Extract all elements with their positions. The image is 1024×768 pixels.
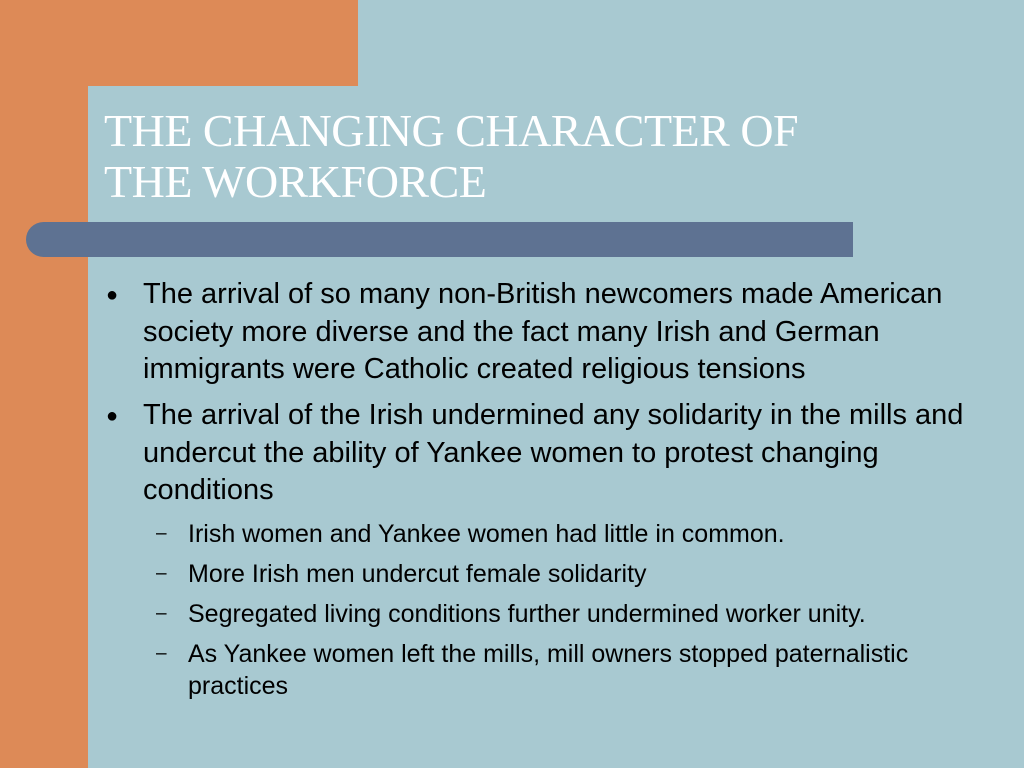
bullet-text: The arrival of so many non-British newcomers made American society more diverse and the fact many Irish and German immigrants were Catholic created religious tensions bbox=[143, 278, 943, 386]
bullet-item bbox=[106, 276, 986, 389]
slide-body bbox=[106, 276, 986, 710]
bullet-item bbox=[106, 397, 986, 510]
slide-title-line-2: THE WORKFORCE bbox=[104, 155, 487, 207]
sub-bullet-text: Irish women and Yankee women had little in common. bbox=[188, 520, 785, 549]
dash-icon: – bbox=[156, 643, 167, 665]
title-divider-bar bbox=[26, 222, 853, 257]
slide-title bbox=[104, 106, 984, 207]
sub-bullet-item bbox=[106, 638, 986, 702]
bullet-text: The arrival of the Irish undermined any solidarity in the mills and undercut the ability of Yankee women to protest changing conditions bbox=[143, 399, 964, 507]
sub-bullet-item bbox=[106, 558, 986, 590]
bullet-dot-icon: ● bbox=[106, 405, 119, 428]
sub-bullet-item bbox=[106, 518, 986, 550]
orange-accent-block bbox=[0, 0, 358, 86]
sub-bullet-text: Segregated living conditions further undermined worker unity. bbox=[188, 600, 866, 629]
dash-icon: – bbox=[156, 563, 167, 585]
dash-icon: – bbox=[156, 603, 167, 625]
sub-bullet-item bbox=[106, 598, 986, 630]
sub-bullet-text: As Yankee women left the mills, mill owners stopped paternalistic practices bbox=[188, 640, 909, 701]
bullet-dot-icon: ● bbox=[106, 284, 119, 306]
dash-icon: – bbox=[156, 523, 167, 545]
slide-title-line-1: THE CHANGING CHARACTER OF bbox=[104, 105, 799, 156]
sub-bullet-text: More Irish men undercut female solidarity bbox=[188, 560, 647, 589]
orange-accent-band bbox=[0, 0, 88, 768]
